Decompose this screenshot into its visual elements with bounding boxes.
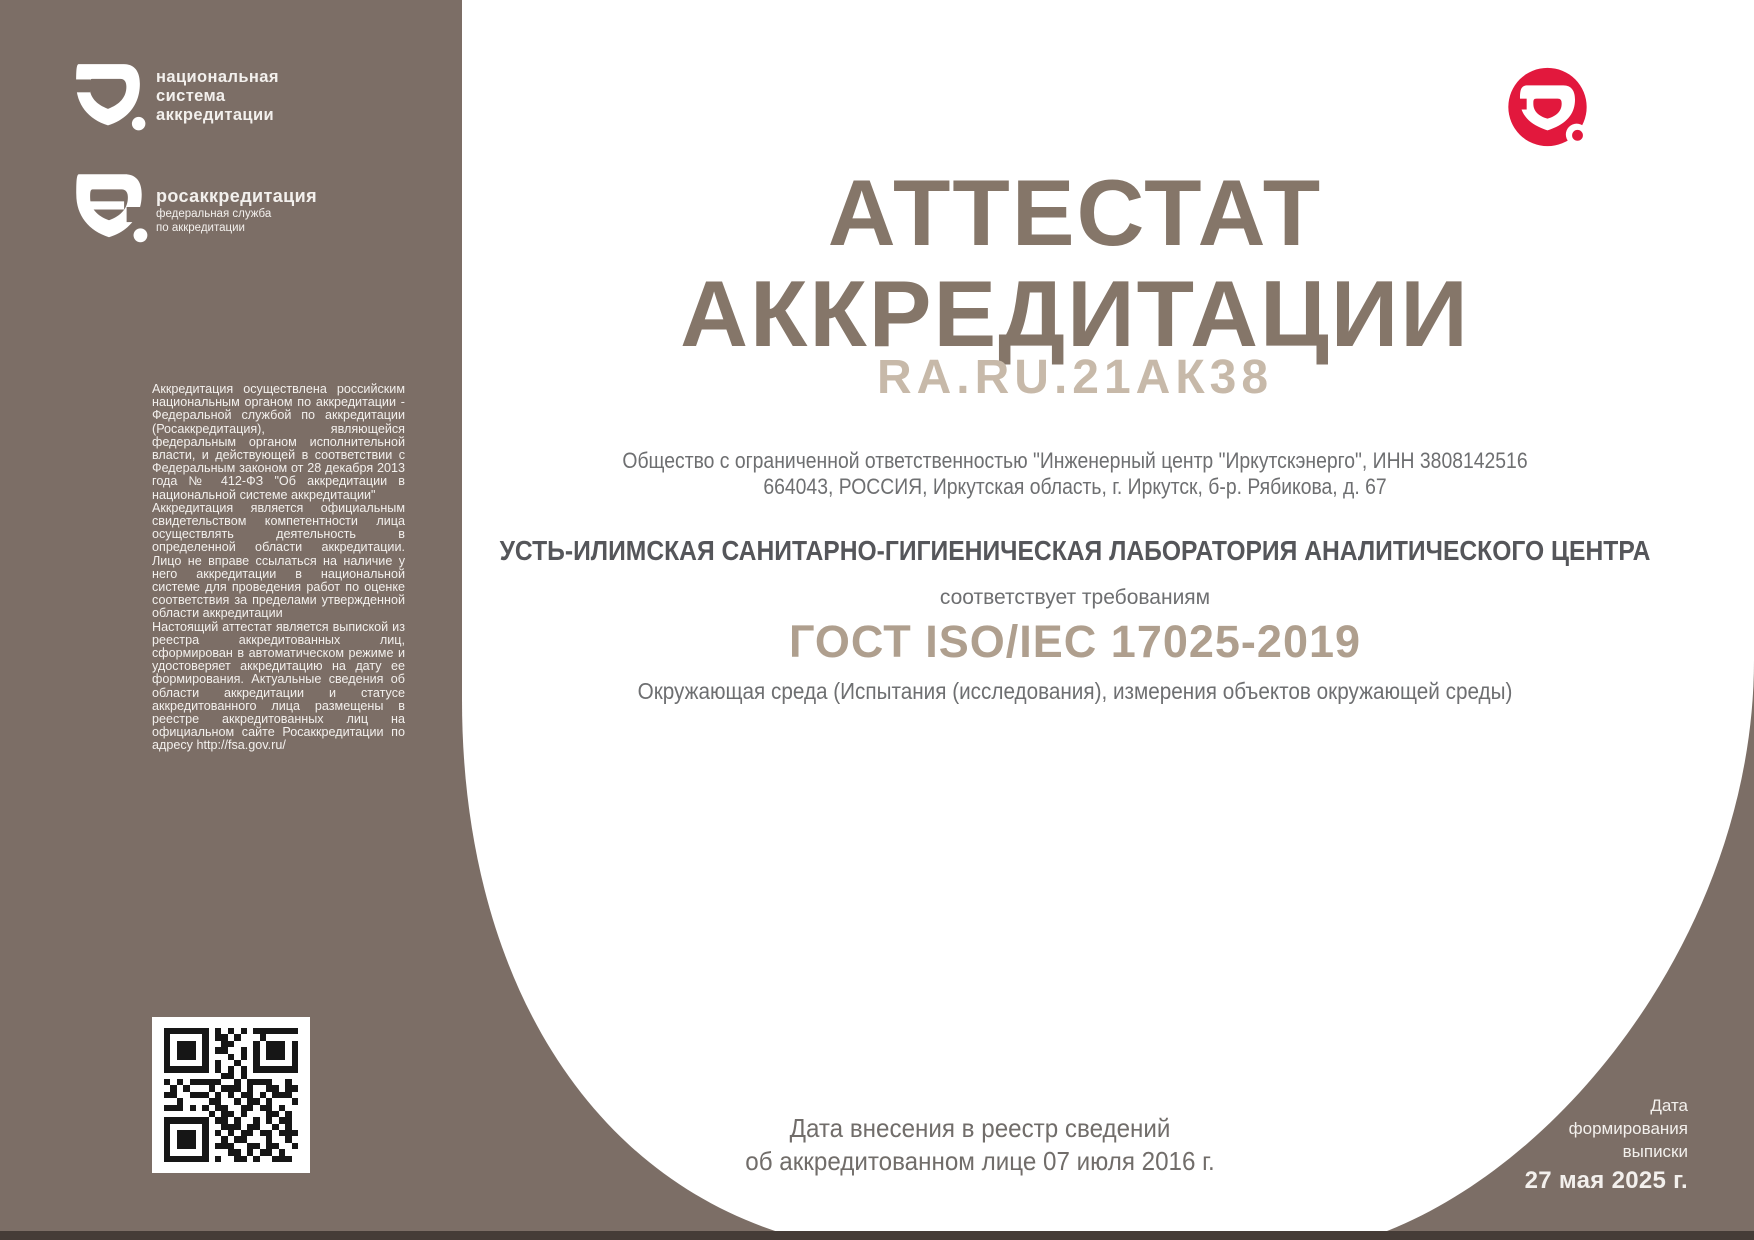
nsa-logo-block — [70, 60, 146, 137]
registry-date-line2: об аккредитованном лице 07 июля 2016 г. — [745, 1146, 1215, 1176]
conforms-label: соответствует требованиям — [939, 586, 1211, 609]
accreditation-scope: Окружающая среда (Испытания (исследования), измерения объектов окружающей среды) — [637, 678, 1513, 704]
qr-code-grid — [164, 1028, 298, 1162]
fsa-logo-subtitle-line: федеральная служба — [156, 208, 272, 220]
certificate-title-line1: АТТЕСТАТ — [827, 160, 1323, 265]
organization-address: 664043, РОССИЯ, Иркутская область, г. Иркутск, б-р. Рябикова, д. 67 — [763, 474, 1387, 499]
legal-paragraph: Аккредитация осуществлена российским национальным органом по аккредитации - Федеральной службой по аккредитации (Росаккредитация), являющейся федеральным органом исполнительной власти, и действующей в соответствии с Федеральным законом от 28 декабря 2013 года № 412-ФЗ "Об аккредитации в национальной системе аккредитации" — [152, 382, 405, 502]
certificate-title — [400, 162, 1750, 364]
issue-date-block — [1448, 1094, 1688, 1195]
standard-reference: ГОСТ ISO/IEC 17025-2019 — [788, 616, 1362, 667]
certificate-title-line2: АККРЕДИТАЦИИ — [680, 261, 1470, 366]
page-bottom-border — [0, 1231, 1754, 1240]
fsa-logo-block — [70, 170, 148, 249]
issue-date-label-line: выписки — [1622, 1142, 1688, 1161]
issue-date-label-line: Дата — [1650, 1096, 1688, 1115]
nsa-logo-text — [156, 68, 279, 125]
red-circle-a-icon — [1500, 62, 1600, 162]
legal-paragraph: Аккредитация является официальным свидетельством компетентности лица осуществлять деятельность в определенной области аккредитации. Лицо не вправе ссылаться на наличие у него аккредитации в национальной системе для проведения работ по оценке соответствия за пределами утвержденной области аккредитации — [152, 500, 405, 621]
legal-disclaimer-text — [152, 383, 405, 753]
fsa-logo-subtitle-line: по аккредитации — [156, 222, 245, 234]
issue-date-label-line: формирования — [1568, 1119, 1688, 1138]
nsa-logo-line: система — [156, 87, 226, 105]
laboratory-name: УСТЬ-ИЛИМСКАЯ САНИТАРНО-ГИГИЕНИЧЕСКАЯ ЛАБОРАТОРИЯ АНАЛИТИЧЕСКОГО ЦЕНТРА — [499, 535, 1651, 566]
registry-date-line1: Дата внесения в реестр сведений — [789, 1113, 1171, 1143]
fsa-shield-icon — [70, 170, 148, 244]
accreditation-red-logo — [1500, 62, 1600, 167]
accreditation-number: RA.RU.21АК38 — [876, 351, 1274, 404]
fsa-logo-title: росаккредитация — [156, 186, 317, 206]
qr-code — [152, 1017, 310, 1173]
fsa-logo-text — [156, 186, 317, 235]
nsa-shield-icon — [70, 60, 146, 132]
nsa-logo-line: национальная — [156, 68, 279, 86]
registry-date-block — [627, 1112, 1334, 1178]
issue-date-value: 27 мая 2025 г. — [1524, 1167, 1688, 1194]
legal-paragraph: Настоящий аттестат является выпиской из реестра аккредитованных лиц, сформирован в автоматическом режиме и удостоверяет аккредитацию на дату ее формирования. Актуальные сведения об области аккредитации и статусе аккредитованного лица размещены в реестре аккредитованных лиц на официальном сайте Росаккредитации по адресу http://fsa.gov.ru/ — [152, 619, 405, 753]
organization-info — [481, 448, 1669, 500]
organization-name: Общество с ограниченной ответственностью "Инженерный центр "Иркутскэнерго", ИНН 3808142516 — [622, 448, 1528, 473]
nsa-logo-line: аккредитации — [156, 106, 275, 124]
